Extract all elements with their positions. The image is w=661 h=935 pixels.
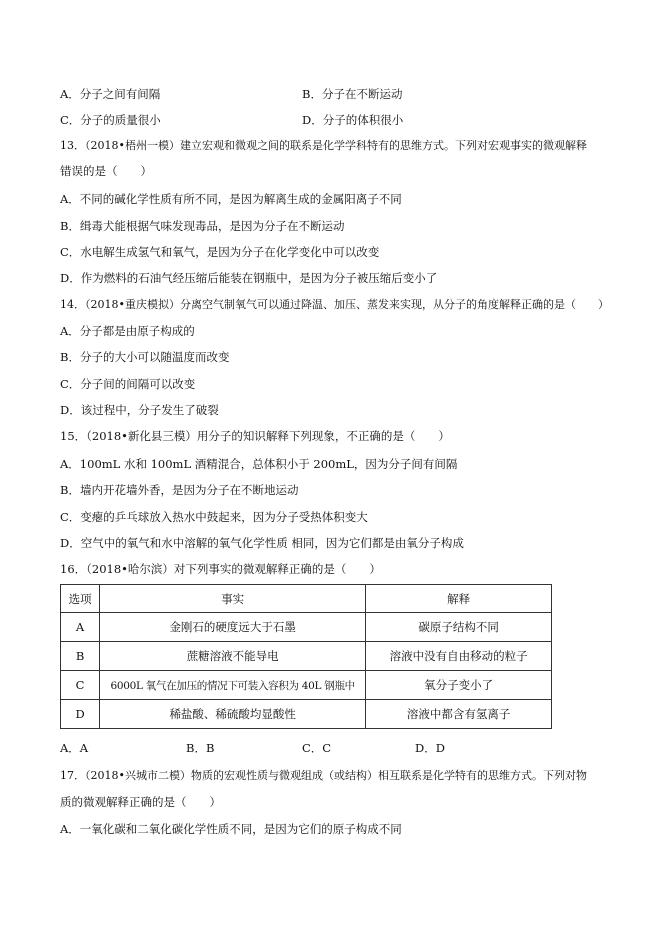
table-header-explanation: 解释 xyxy=(366,585,552,613)
table-cell-fact: 稀盐酸、稀硫酸均显酸性 xyxy=(100,700,366,729)
table-header-fact: 事实 xyxy=(100,585,366,613)
table-row xyxy=(61,642,552,671)
q17-option-a: A．一氧化碳和二氧化碳化学性质不同，是因为它们的原子构成不同 xyxy=(60,822,402,836)
table-header-row xyxy=(61,585,552,613)
table-cell-fact: 金刚石的硬度远大于石墨 xyxy=(100,613,366,642)
table-cell-option: D xyxy=(61,700,100,729)
q15-option-c: C．变瘪的乒乓球放入热水中鼓起来，因为分子受热体积变大 xyxy=(60,510,368,524)
table-cell-explanation: 碳原子结构不同 xyxy=(366,613,552,642)
q12-option-c: C．分子的质量很小 xyxy=(60,113,161,127)
q15-option-b: B．墙内开花墙外香，是因为分子在不断地运动 xyxy=(60,483,299,497)
q13-option-a: A．不同的碱化学性质有所不同，是因为解离生成的金属阳离子不同 xyxy=(60,192,402,206)
q16-stem: 16．（2018•哈尔滨）对下列事实的微观解释正确的是（ ） xyxy=(60,562,381,576)
q12-option-a: A．分子之间有间隔 xyxy=(60,87,161,101)
q14-option-c: C．分子间的间隔可以改变 xyxy=(60,377,196,391)
q16-answer-a: A．A xyxy=(60,741,89,755)
q13-option-c: C．水电解生成氢气和氧气，是因为分子在化学变化中可以改变 xyxy=(60,245,380,259)
table-cell-explanation: 溶液中没有自由移动的粒子 xyxy=(366,642,552,671)
q16-answer-d: D．D xyxy=(415,741,445,755)
q17-stem-line2: 质的微观解释正确的是（ ） xyxy=(60,795,221,809)
table-row xyxy=(61,671,552,700)
q14-option-d: D．该过程中，分子发生了破裂 xyxy=(60,403,219,417)
q12-option-b: B．分子在不断运动 xyxy=(302,87,403,101)
q14-stem: 14．（2018•重庆模拟）分离空气制氧气可以通过降温、加压、蒸发来实现，从分子的角度解释正确的是（ ） xyxy=(60,298,609,311)
q17-stem-line1: 17．（2018•兴城市二模）物质的宏观性质与微观组成（或结构）相互联系是化学特有的思维方式。下列对物 xyxy=(60,769,587,782)
q16-answer-c: C．C xyxy=(302,741,332,755)
table-cell-explanation: 氧分子变小了 xyxy=(366,671,552,700)
table-cell-fact: 蔗糖溶液不能导电 xyxy=(100,642,366,671)
table-cell-option: B xyxy=(61,642,100,671)
table-row xyxy=(61,700,552,729)
q14-option-b: B．分子的大小可以随温度而改变 xyxy=(60,350,230,364)
table-cell-explanation: 溶液中都含有氢离子 xyxy=(366,700,552,729)
q13-option-b: B．缉毒犬能根据气味发现毒品，是因为分子在不断运动 xyxy=(60,219,345,233)
q13-option-d: D．作为燃料的石油气经压缩后能装在钢瓶中，是因为分子被压缩后变小了 xyxy=(60,271,438,285)
table-cell-option: A xyxy=(61,613,100,642)
q15-option-a: A．100mL 水和 100mL 酒精混合，总体积小于 200mL，因为分子间有间隔 xyxy=(60,457,458,471)
q16-answer-b: B．B xyxy=(186,741,215,755)
table-cell-option: C xyxy=(61,671,100,700)
table-row xyxy=(61,613,552,642)
table-header-option: 选项 xyxy=(61,585,100,613)
table-cell-fact: 6000L 氧气在加压的情况下可装入容积为 40L 钢瓶中 xyxy=(100,671,366,700)
q16-table xyxy=(60,584,552,729)
q15-stem: 15．（2018•新化县三模）用分子的知识解释下列现象，不正确的是（ ） xyxy=(60,429,450,443)
q14-option-a: A．分子都是由原子构成的 xyxy=(60,324,195,338)
q12-option-d: D．分子的体积很小 xyxy=(302,113,404,127)
q13-stem-line1: 13．（2018•梧州一模）建立宏观和微观之间的联系是化学学科特有的思维方式。下列对宏观事实的微观解释 xyxy=(60,139,587,152)
q13-stem-line2: 错误的是（ ） xyxy=(60,164,152,178)
q15-option-d: D．空气中的氧气和水中溶解的氧气化学性质 相同，因为它们都是由氧分子构成 xyxy=(60,536,464,550)
